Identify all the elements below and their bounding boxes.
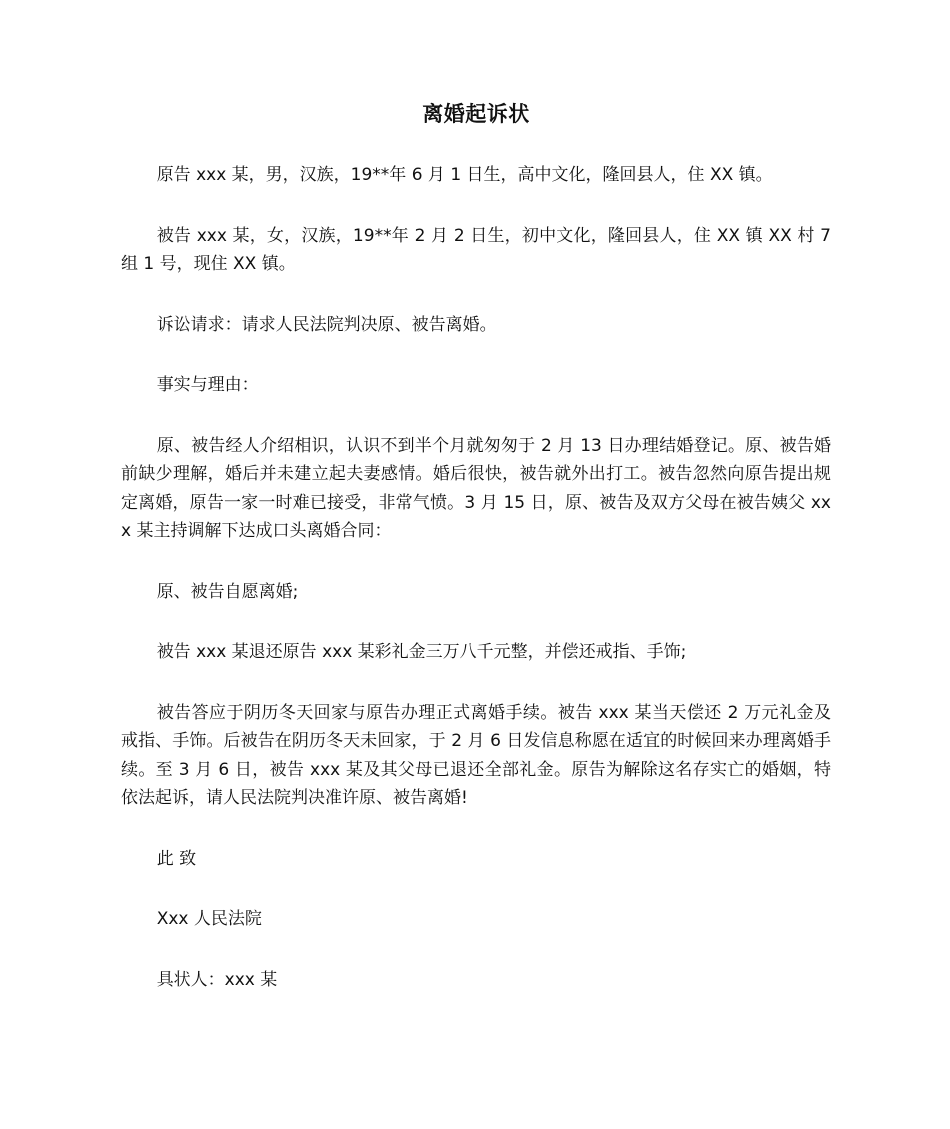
facts-paragraph: 原、被告经人介绍相识，认识不到半个月就匆匆于 2 月 13 日办理结婚登记。原、被告婚前缺少理解，婚后并未建立起夫妻感情。婚后很快，被告就外出打工。被告忽然向原告提出规定离婚，原告一家一时难已接受，非常气愤。3 月 15 日，原、被告及双方父母在被告姨父 xxx 某主持调解下达成口头离婚合同：	[121, 435, 831, 541]
agreement-item-3: 被告答应于阴历冬天回家与原告办理正式离婚手续。被告 xxx 某当天偿还 2 万元礼金及戒指、手饰。后被告在阴历冬天未回家，于 2 月 6 日发信息称愿在适宜的时候回来办理离婚手续。至 3 月 6 日，被告 xxx 某及其父母已退还全部礼金。原告为解除这名存实亡的婚姻，特依法起诉，请人民法院判决准许原、被告离婚!	[121, 702, 831, 808]
court-name: Xxx 人民法院	[156, 909, 262, 929]
salutation: 此 致	[156, 848, 197, 869]
claim-request: 诉讼请求：请求人民法院判决原、被告离婚。	[156, 314, 497, 335]
facts-heading: 事实与理由：	[156, 375, 259, 395]
signatory: 具状人：xxx 某	[156, 969, 278, 990]
plaintiff-info: 原告 xxx 某，男，汉族，19**年 6 月 1 日生，高中文化，隆回县人，住 XX 镇。	[156, 165, 773, 185]
defendant-info: 被告 xxx 某，女，汉族，19**年 2 月 2 日生，初中文化，隆回县人，住 XX 镇 XX 村 7 组 1 号，现住 XX 镇。	[121, 225, 831, 274]
document-body	[121, 96, 831, 1026]
agreement-item-1: 原、被告自愿离婚;	[156, 581, 299, 602]
agreement-item-2: 被告 xxx 某退还原告 xxx 某彩礼金三万八千元整，并偿还戒指、手饰;	[156, 642, 687, 662]
document-title: 离婚起诉状	[422, 102, 530, 126]
